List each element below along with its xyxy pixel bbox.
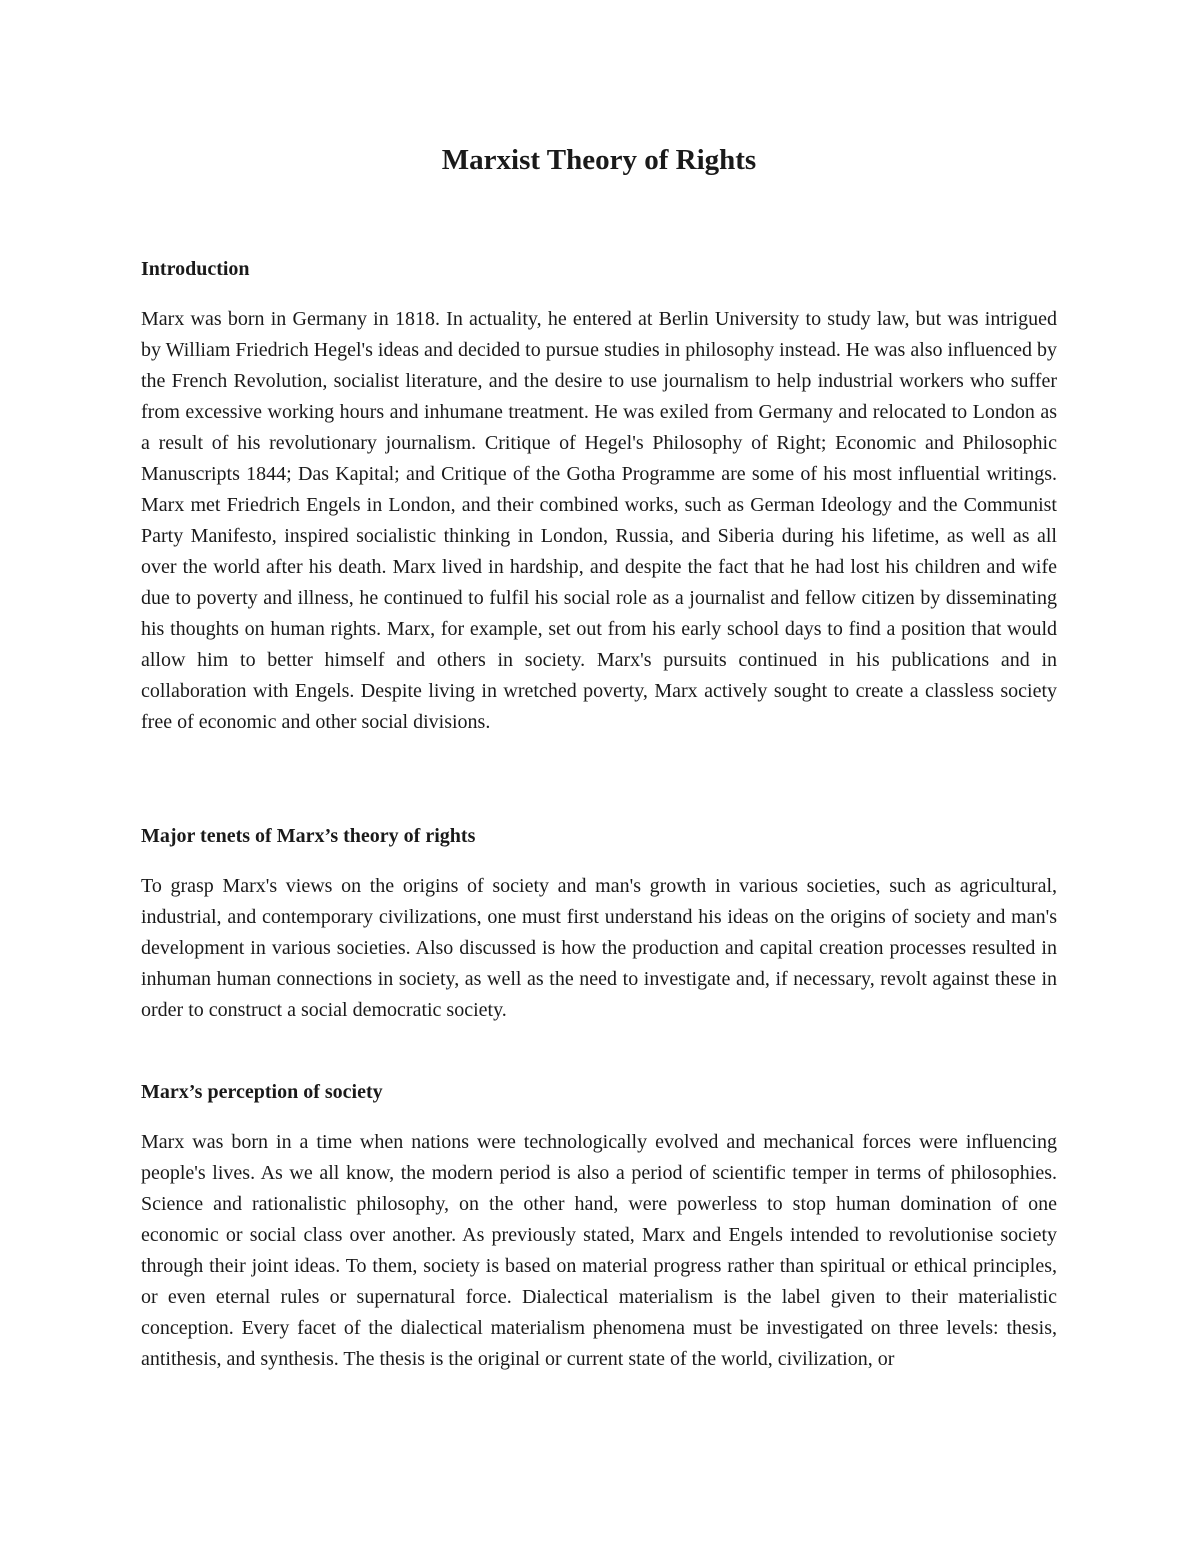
section-heading-perception-of-society: Marx’s perception of society [141,1081,383,1103]
section-body-perception-of-society: Marx was born in a time when nations were technologically evolved and mechanical forces were influencing people's lives. As we all know, the modern period is also a period of scientific temper in terms of philosophies. Science and rationalistic philosophy, on the other hand, were powerless to stop human domination of one economic or social class over another. As previously stated, Marx and Engels intended to revolutionise society through their joint ideas. To them, society is based on material progress rather than spiritual or ethical principles, or even eternal rules or supernatural force. Dialectical materialism is the label given to their materialistic conception. Every facet of the dialectical materialism phenomena must be investigated on three levels: thesis, antithesis, and synthesis. The thesis is the original or current state of the world, civilization, or [141,1131,1057,1370]
section-body-introduction: Marx was born in Germany in 1818. In actuality, he entered at Berlin University to study law, but was intrigued by William Friedrich Hegel's ideas and decided to pursue studies in philosophy instead. He was also influenced by the French Revolution, socialist literature, and the desire to use journalism to help industrial workers who suffer from excessive working hours and inhumane treatment. He was exiled from Germany and relocated to London as a result of his revolutionary journalism. Critique of Hegel's Philosophy of Right; Economic and Philosophic Manuscripts 1844; Das Kapital; and Critique of the Gotha Programme are some of his most influential writings. Marx met Friedrich Engels in London, and their combined works, such as German Ideology and the Communist Party Manifesto, inspired socialistic thinking in London, Russia, and Siberia during his lifetime, as well as all over the world after his death. Marx lived in hardship, and despite the fact that he had lost his children and wife due to poverty and illness, he continued to fulfil his social role as a journalist and fellow citizen by disseminating his thoughts on human rights. Marx, for example, set out from his early school days to find a position that would allow him to better himself and others in society. Marx's pursuits continued in his publications and in collaboration with Engels. Despite living in wretched poverty, Marx actively sought to create a classless society free of economic and other social divisions. [141,308,1057,733]
section-heading-introduction: Introduction [141,258,250,280]
section-body-major-tenets: To grasp Marx's views on the origins of society and man's growth in various societies, such as agricultural, industrial, and contemporary civilizations, one must first understand his ideas on the origins of society and man's development in various societies. Also discussed is how the production and capital creation processes resulted in inhuman human connections in society, as well as the need to investigate and, if necessary, revolt against these in order to construct a social democratic society. [141,875,1057,1021]
page-title: Marxist Theory of Rights [441,144,757,176]
section-heading-major-tenets: Major tenets of Marx’s theory of rights [141,825,476,847]
document-page [141,0,1057,1553]
